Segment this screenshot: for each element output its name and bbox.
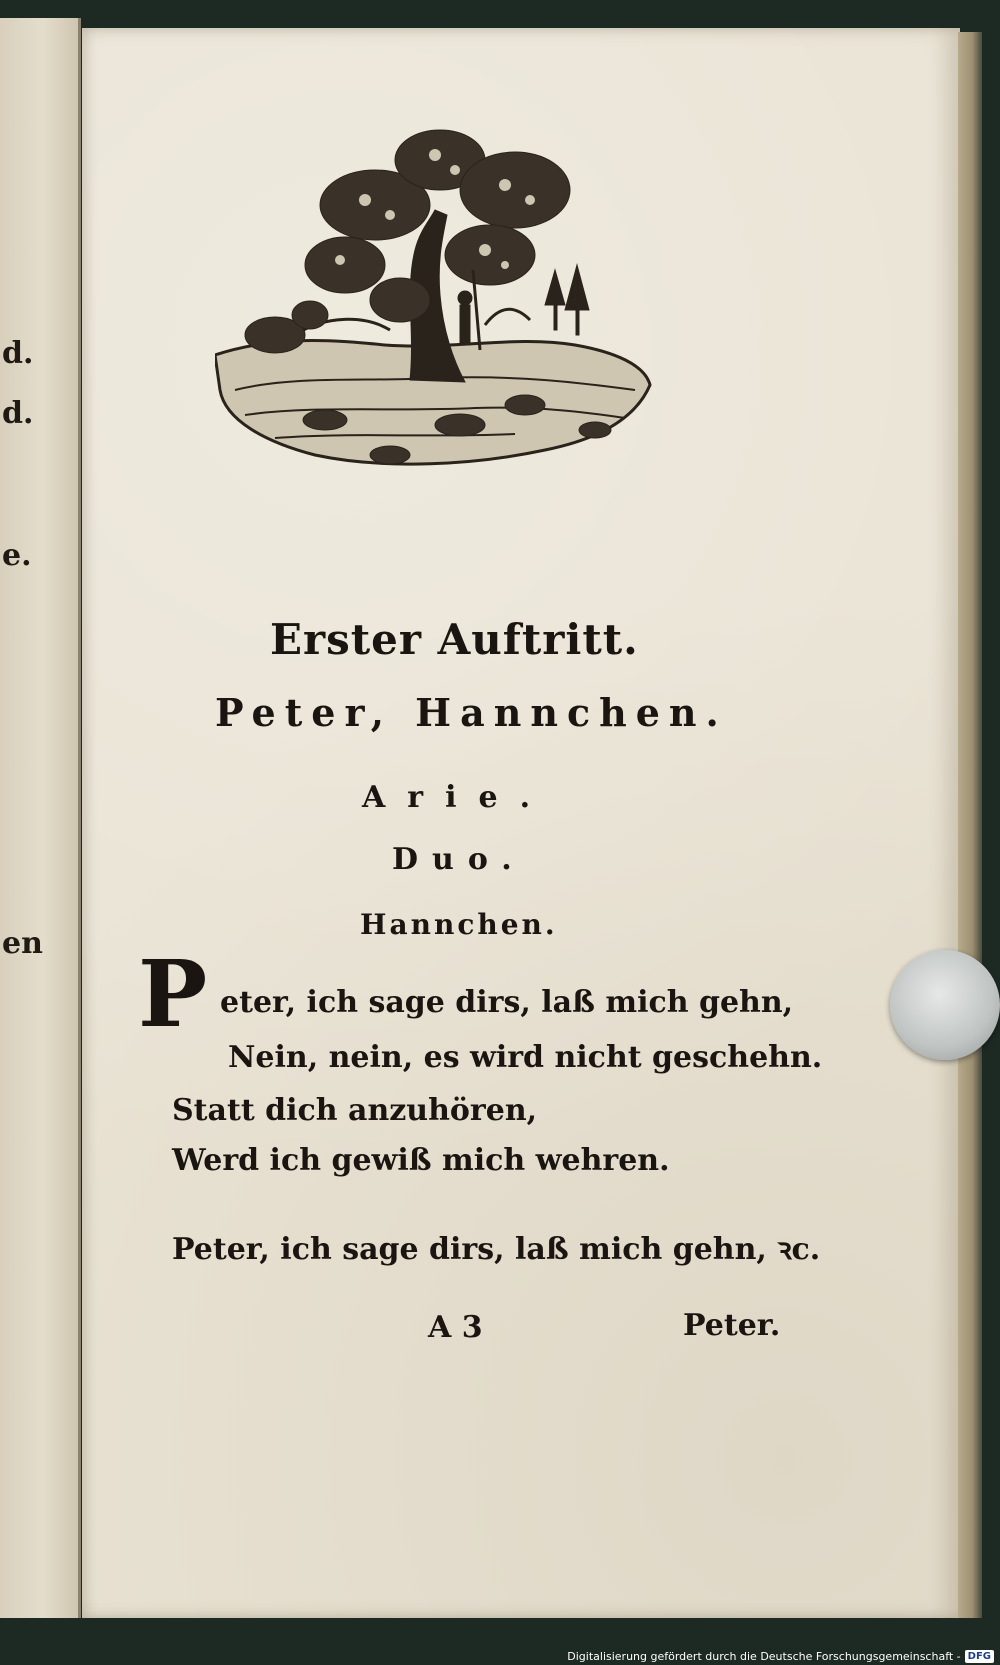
catchword: Peter. — [683, 1308, 781, 1343]
facing-page-fragment: d. — [2, 336, 34, 371]
section-label-arie: Arie. — [362, 780, 553, 815]
digitization-credit — [567, 1650, 994, 1663]
dfg-logo: DFG — [965, 1650, 994, 1663]
facing-page-fragment: en — [2, 926, 43, 961]
drop-cap: P — [138, 940, 208, 1048]
facing-page-fragment: d. — [2, 396, 34, 431]
verse-line: Werd ich gewiß mich wehren. — [172, 1143, 670, 1178]
page-fore-edge — [958, 32, 982, 1618]
facing-page-fragment: e. — [2, 538, 32, 573]
characters-line: Peter, Hannchen. — [215, 690, 728, 735]
page-clip — [890, 950, 1000, 1060]
section-label-duo: Duo. — [392, 842, 526, 877]
verse-line: Nein, nein, es wird nicht geschehn. — [228, 1040, 823, 1075]
verse-line: eter, ich sage dirs, laß mich gehn, — [220, 985, 794, 1020]
signature-mark: A 3 — [428, 1310, 483, 1345]
woodcut-vignette — [215, 120, 655, 490]
credit-text: Digitalisierung gefördert durch die Deutsche Forschungsgemeinschaft - — [567, 1650, 961, 1663]
scene-heading: Erster Auftritt. — [270, 615, 639, 664]
facing-page-edge — [0, 18, 81, 1618]
speaker-name: Hannchen. — [360, 908, 558, 941]
refrain-line: Peter, ich sage dirs, laß mich gehn, ꝛc. — [172, 1232, 821, 1267]
verse-line: Statt dich anzuhören, — [172, 1093, 538, 1128]
